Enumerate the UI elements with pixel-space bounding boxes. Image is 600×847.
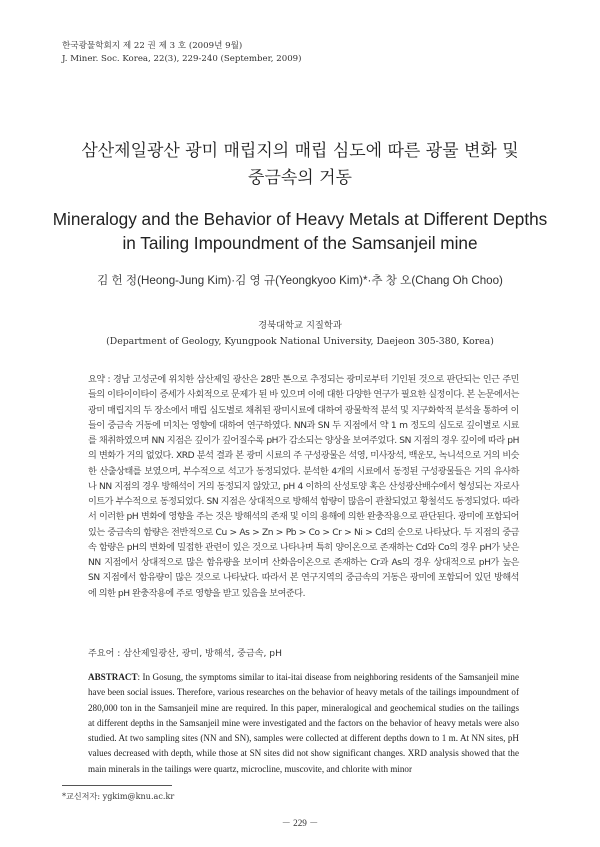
corresponding-author-footnote: *교신저자: ygkim@knu.ac.kr (62, 791, 175, 801)
abstract-english-text: : In Gosung, the symptoms similar to itai-itai disease from neighboring residents of the Samsanjeil mine have been social issues. Therefore, various researches on the behavior of heavy metals of the tailings impoundment of 280,000 ton in the Samsanjeil mine are required. In this paper, mineralogical and geochemical studies on the tailings at different depths in the Samsanjeil mine were investigated and the factors on the behavior of heavy metals were also studied. At two sampling sites (NN and SN), samples were collected at different depths down to 1 m. At NN sites, pH values decreased with depth, while those at SN sites did not show significant changes. XRD analysis showed that the main minerals in the tailings were quartz, microcline, muscovite, and chlorite with minor (88, 672, 519, 774)
page-number: － 229 － (281, 818, 319, 828)
footnote-divider (62, 785, 172, 786)
abstract-korean: 요약 : 경남 고성군에 위치한 삼산제일 광산은 28만 톤으로 추정되는 광미로부터 기인된 것으로 판단되는 인근 주민들의 이타이이타이 증세가 사회적으로 문제가 된 바 있으며 이에 대한 다양한 연구가 필요한 실정이다. 본 논문에서는 광미 매립지의 두 장소에서 매립 심도별로 채취된 광미시료에 대하여 광물학적 분석 및 지구화학적 분석을 통하여 이들이 중금속 거동에 미치는 영향에 대하여 연구하였다. NN과 SN 두 지점에서 약 1 m 정도의 심도로 깊이별로 시료를 채취하였으며 NN 지점은 깊이가 깊어질수록 pH가 감소되는 양상을 보여주었다. SN 지점의 경우 깊이에 따라 pH의 변화가 거의 없었다. XRD 분석 결과 본 광미 시료의 주 구성광물은 석영, 미사장석, 백운모, 녹니석으로 거의 비슷한 산출상태를 보였으며, 부수적으로 석고가 동정되었다. 분석한 4개의 시료에서 동정된 구성광물들은 거의 유사하나 NN 지점의 경우 방해석이 거의 동정되지 않았고, pH 4 이하의 산성토양 혹은 산성광산배수에서 형성되는 자로사이트가 부수적으로 동정되었다. SN 지점은 상대적으로 방해석 함량이 많음이 관찰되었고 황철석도 동정되었다. 따라서 이러한 pH 변화에 영향을 주는 것은 방해석의 존재 및 이의 용해에 의한 완충작용으로 판단된다. 광미에 포함되어 있는 중금속의 함량은 전반적으로 Cu > As > Zn > Pb > Co > Cr > Ni > Cd의 순으로 나타났다. 두 지점의 중금속 함량은 pH의 변화에 밀접한 관련이 있은 것으로 나타나며 특히 양이온으로 존재하는 Cd와 Co의 경우 pH가 낮은 NN 지점에서 상대적으로 많은 함유량을 보이며 산화음이온으로 존재하는 Cr과 As의 경우 상대적으로 pH가 높은 SN 지점에서 함유량이 많은 것으로 나타났다. 따라서 본 연구지역의 중금속의 거동은 광미에 포함되어 있던 방해석에 의한 pH 완충작용에 주로 영향을 받고 있음을 보여준다. (88, 375, 519, 599)
title-korean-line1: 삼산제일광산 광미 매립지의 매립 심도에 따른 광물 변화 및 (81, 141, 519, 161)
title-korean-line2: 중금속의 거동 (248, 168, 352, 188)
journal-header (62, 40, 301, 65)
title-english (30, 207, 570, 255)
title-english-line2: in Tailing Impoundment of the Samsanjeil mine (122, 233, 478, 253)
abstract-english (88, 670, 519, 777)
affiliation (40, 318, 560, 350)
abstract-english-label: ABSTRACT (88, 672, 138, 682)
journal-header-english: J. Miner. Soc. Korea, 22(3), 229-240 (September, 2009) (62, 53, 302, 64)
keywords-korean: 주요어 : 삼산제일광산, 광미, 방해석, 중금속, pH (88, 649, 282, 659)
title-korean (40, 138, 560, 192)
title-english-line1: Mineralogy and the Behavior of Heavy Metals at Different Depths (52, 209, 548, 229)
journal-header-korean: 한국광물학회지 제 22 권 제 3 호 (2009년 9월) (62, 41, 243, 51)
affiliation-korean: 경북대학교 지질학과 (258, 320, 342, 331)
author-list: 김 헌 정(Heong-Jung Kim)·김 영 규(Yeongkyoo Kim)*·추 창 오(Chang Oh Choo) (97, 274, 503, 287)
affiliation-english: (Department of Geology, Kyungpook National University, Daejeon 305-380, Korea) (106, 336, 494, 347)
